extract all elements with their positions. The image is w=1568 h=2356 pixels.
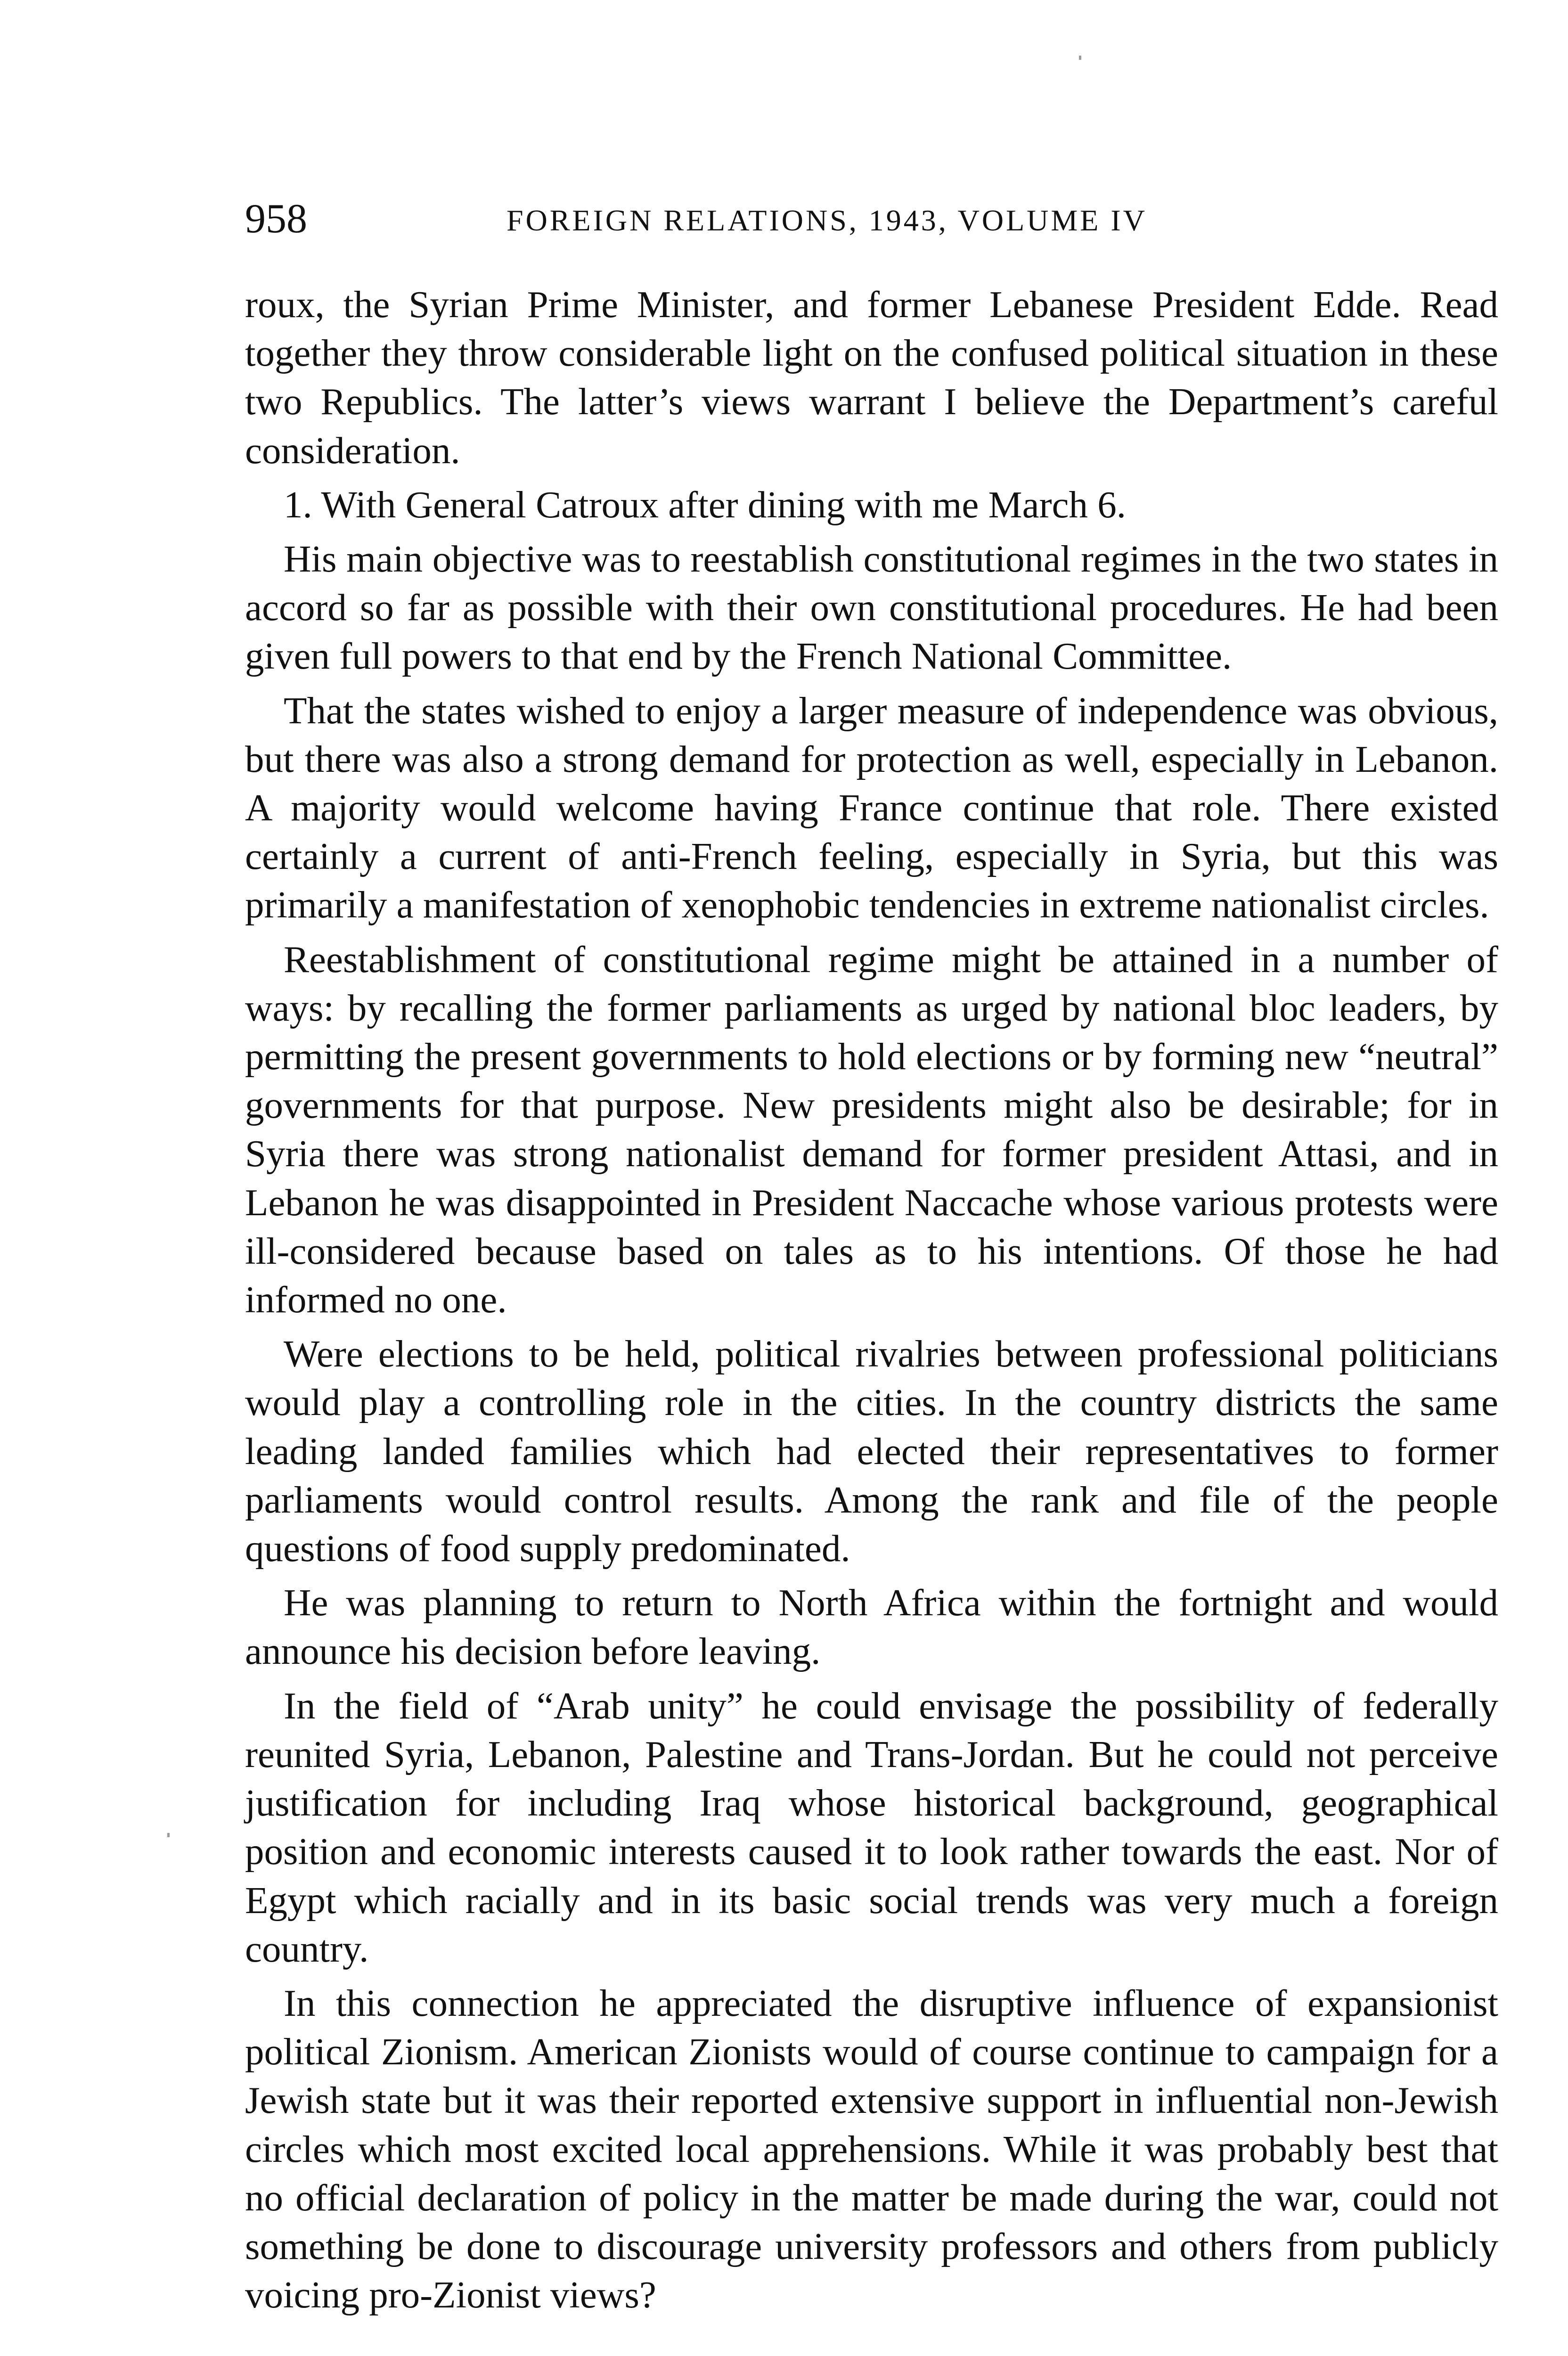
running-header [245,193,1498,245]
running-title: FOREIGN RELATIONS, 1943, VOLUME IV [506,204,1147,237]
paragraph: That the states wished to enjoy a larger measure of independence was obvious, but there was also a strong demand for protection as well, especially in Lebanon. A majority would welcome having France continue that role. There existed certainly a current of anti-French feeling, especially in Syria, but this was primarily a manifestation of xenophobic tendencies in extreme nationalist circles. [245,689,1498,926]
scan-speck [1079,56,1081,60]
page-number: 958 [245,196,307,242]
paragraph: In the field of “Arab unity” he could envisage the possibility of federally reunited Syria, Lebanon, Palestine and Trans-Jordan. But he could not perceive justification for including Iraq whose historical background, geographical position and economic interests caused it to look rather towards the east. Nor of Egypt which racially and in its basic social trends was very much a foreign country. [245,1684,1498,1970]
body-text [245,280,1498,2325]
paragraph: In this connection he appreciated the disruptive influence of expansionist political Zionism. American Zionists would of course continue to campaign for a Jewish state but it was their reported extensive support in influential non-Jewish circles which most excited local apprehensions. While it was probably best that no official declaration of policy in the matter be made during the war, could not something be done to discourage university professors and others from publicly voicing pro-Zionist views? [245,1981,1498,2316]
paragraph: He was planning to return to North Africa within the fortnight and would announce his decision before leaving. [245,1581,1498,1673]
paragraph: Were elections to be held, political rivalries between professional politicians would play a controlling role in the cities. In the country districts the same leading landed families which had elected their representatives to former parliaments would control results. Among the rank and file of the people questions of food supply predominated. [245,1333,1498,1570]
paragraph: roux, the Syrian Prime Minister, and former Lebanese President Edde. Read together they throw considerable light on the confused political situation in these two Republics. The latter’s views warrant I believe the Department’s careful consideration. [245,283,1498,472]
paragraph: Reestablishment of constitutional regime might be attained in a number of ways: by recalling the former parliaments as urged by national bloc leaders, by permitting the present governments to hold elections or by forming new “neutral” governments for that purpose. New presidents might also be desirable; for in Syria there was strong nationalist demand for former president Attasi, and in Lebanon he was disappointed in President Naccache whose various protests were ill-considered because based on tales as to his intentions. Of those he had informed no one. [245,938,1498,1321]
paragraph: 1. With General Catroux after dining with me March 6. [284,483,1127,526]
scan-speck [167,1833,170,1837]
paragraph: His main objective was to reestablish constitutional regimes in the two states in accord so far as possible with their own constitutional procedures. He had been given full powers to that end by the French National Committee. [245,538,1498,678]
